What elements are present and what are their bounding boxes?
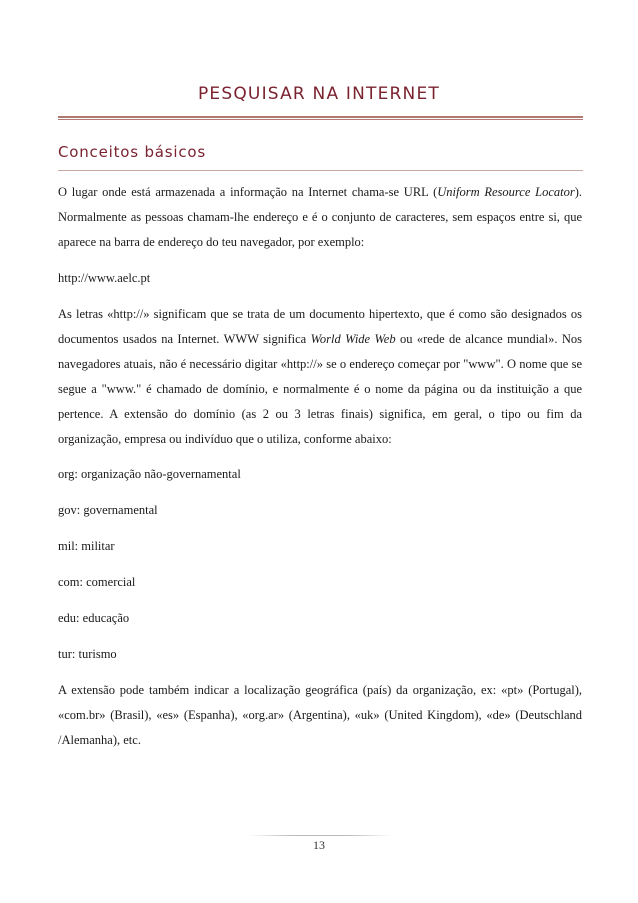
footer-rule [248,835,392,836]
section-heading: Conceitos básicos [58,143,206,161]
paragraph-url-definition [58,180,582,255]
paragraph-text: As letras «http://» significam que se trata de um documento hipertexto, que é como são designados os documentos usados na Internet. WWW significa [58,306,582,346]
domain-list-item: mil: militar [58,539,115,554]
italic-term: Uniform Resource Locator [437,185,575,199]
page-title: PESQUISAR NA INTERNET [197,84,441,104]
document-body [58,180,582,764]
italic-term: World Wide Web [310,331,396,346]
example-url: http://www.aelc.pt [58,270,151,285]
domain-list-item: edu: educação [58,611,130,626]
page-number: 13 [313,838,325,852]
domain-list-item: gov: governamental [58,503,158,518]
paragraph-geographic-extension: A extensão pode também indicar a localização geográfica (país) da organização, ex: «pt» (Portugal), «com.br» (Brasil), «es» (Espanha), «org.ar» (Argentina), «uk» (United Kingdom), «de» (Deutschland /Alemanha), etc. [58,683,582,748]
title-rule-secondary [58,119,583,120]
paragraph-text: ou «rede de alcance mundial». Nos navegadores atuais, não é necessário digitar «http://» se o endereço começar por "www". O nome que se segue a "www." é chamado de domínio, e normalmente é o nome da página ou da instituição a que pertence. A extensão do domínio (as 2 ou 3 letras finais) significa, em geral, o tipo ou fim da organização, empresa ou indivíduo que o utiliza, conforme abaixo: [58,331,582,446]
domain-list-item: org: organização não-governamental [58,467,241,482]
domain-list-item: tur: turismo [58,647,117,662]
paragraph-text: O lugar onde está armazenada a informação na Internet chama-se URL ( [58,185,438,199]
paragraph-text: ). Normalmente as pessoas chamam-lhe endereço e é o conjunto de caracteres, sem espaços entre si, que aparece na barra de endereço do teu navegador, por exemplo: [58,185,582,249]
paragraph-http-explanation [58,302,582,452]
section-rule [58,170,583,171]
domain-list-item: com: comercial [58,575,136,590]
title-rule [58,116,583,118]
